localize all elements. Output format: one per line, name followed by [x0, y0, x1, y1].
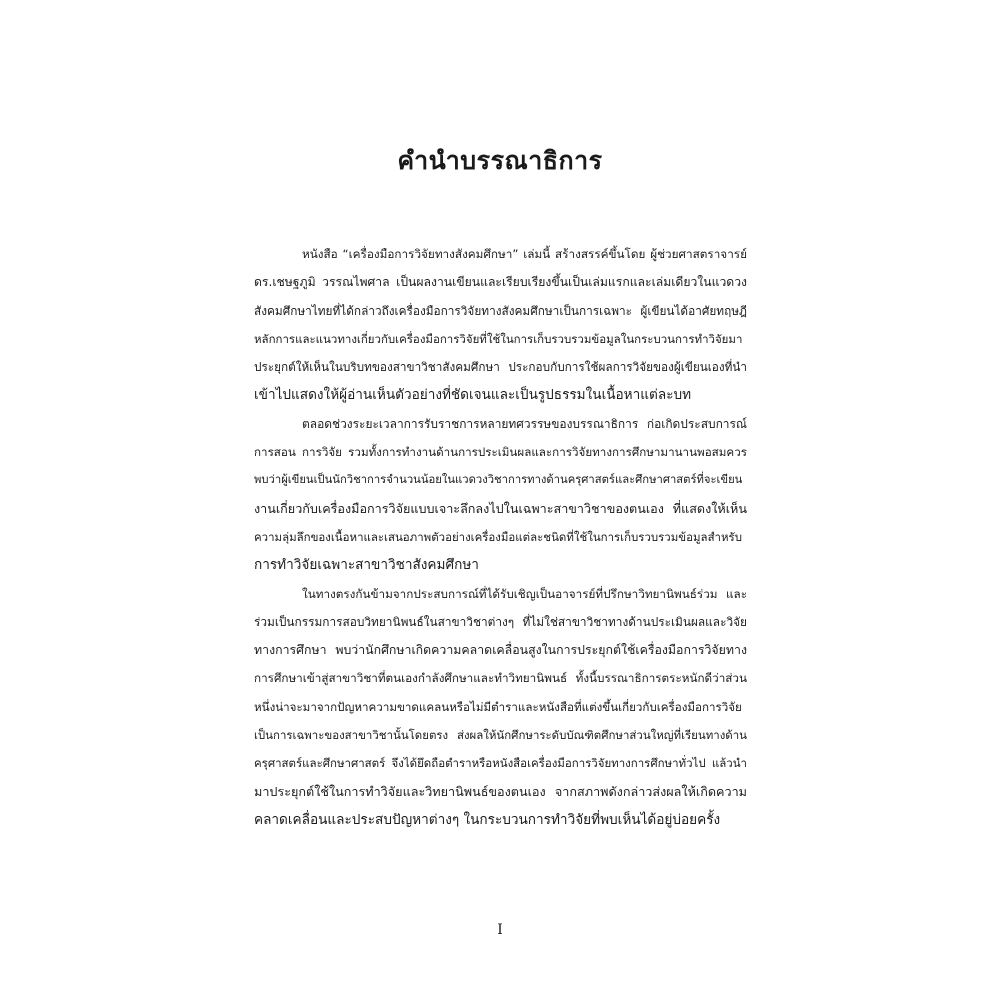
paragraph-3-line-2: ร่วมเป็นกรรมการสอบวิทยานิพนธ์ในสาขาวิชาต่างๆ ที่ไม่ใช่สาขาวิชาทางด้านประเมินผลและวิจัย [254, 614, 747, 629]
paragraph-3-line-4: การศึกษาเข้าสู่สาขาวิชาที่ตนเองกำลังศึกษาและทำวิทยานิพนธ์ ทั้งนี้บรรณาธิการตระหนักดีว่าส่วน [254, 671, 747, 686]
page-title: คำนำบรรณาธิการ [397, 146, 603, 175]
paragraph-3-line-9: คลาดเคลื่อนและประสบปัญหาต่างๆ ในกระบวนการทำวิจัยที่พบเห็นได้อยู่บ่อยครั้ง [254, 811, 721, 828]
paragraph-1-line-5: ประยุกต์ให้เห็นในบริบทของสาขาวิชาสังคมศึกษา ประกอบกับการใช้ผลการวิจัยของผู้เขียนเองที่นำ [254, 360, 747, 375]
paragraph-3-line-1: ในทางตรงกันข้ามจากประสบการณ์ที่ได้รับเชิญเป็นอาจารย์ที่ปรึกษาวิทยานิพนธ์ร่วม และ [302, 586, 747, 601]
paragraph-1-line-4: หลักการและแนวทางเกี่ยวกับเครื่องมือการวิจัยที่ใช้ในการเก็บรวบรวมข้อมูลในกระบวนการทำวิจัยมา [254, 331, 743, 346]
paragraph-3-line-8: มาประยุกต์ใช้ในการทำวิจัยและวิทยานิพนธ์ของตนเอง จากสภาพดังกล่าวส่งผลให้เกิดความ [254, 783, 747, 799]
paragraph-2-line-4: งานเกี่ยวกับเครื่องมือการวิจัยแบบเจาะลึกลงไปในเฉพาะสาขาวิชาของตนเอง ที่แสดงให้เห็น [254, 500, 747, 516]
paragraph-2-line-3: พบว่าผู้เขียนเป็นนักวิชาการจำนวนน้อยในแวดวงวิชาการทางด้านครุศาสตร์และศึกษาศาสตร์ที่จะเขียน [254, 473, 743, 487]
paragraph-1-line-2: ดร.เชษฐภูมิ วรรณไพศาล เป็นผลงานเขียนและเรียบเรียงขึ้นเป็นเล่มแรกและเล่มเดียวในแวดวง [254, 275, 747, 290]
paragraph-3-line-3: ทางการศึกษา พบว่านักศึกษาเกิดความคลาดเคลื่อนสูงในการประยุกต์ใช้เครื่องมือการวิจัยทาง [254, 643, 747, 658]
page-number: I [497, 922, 503, 938]
paragraph-2-line-5: ความลุ่มลึกของเนื้อหาและเสนอภาพตัวอย่างเครื่องมือแต่ละชนิดที่ใช้ในการเก็บรวบรวมข้อมูลสำหรับ [254, 529, 742, 544]
paragraph-1-line-6: เข้าไปแสดงให้ผู้อ่านเห็นตัวอย่างที่ชัดเจนและเป็นรูปธรรมในเนื้อหาแต่ละบท [254, 387, 692, 404]
paragraph-3-line-5: หนึ่งน่าจะมาจากปัญหาความขาดแคลนหรือไม่มีตำราและหนังสือที่แต่งขึ้นเกี่ยวกับเครื่องมือการวิจัย [254, 699, 742, 714]
paragraph-2-line-1: ตลอดช่วงระยะเวลาการรับราชการหลายทศวรรษของบรรณาธิการ ก่อเกิดประสบการณ์ [302, 416, 747, 431]
paragraph-3-line-6: เป็นการเฉพาะของสาขาวิชานั้นโดยตรง ส่งผลให้นักศึกษาระดับบัณฑิตศึกษาส่วนใหญ่ที่เรียนทางด้าน [254, 728, 747, 743]
paragraph-1-line-1: หนังสือ “เครื่องมือการวิจัยทางสังคมศึกษา” เล่มนี้ สร้างสรรค์ขึ้นโดย ผู้ช่วยศาสตราจารย์ [302, 247, 747, 261]
body-text [254, 240, 747, 834]
paragraph-1-line-3: สังคมศึกษาไทยที่ได้กล่าวถึงเครื่องมือการวิจัยทางสังคมศึกษาเป็นการเฉพาะ ผู้เขียนได้อาศัยทฤษฎี [254, 303, 747, 318]
paragraph-3-line-7: ครุศาสตร์และศึกษาศาสตร์ จึงได้ยึดถือตำราหรือหนังสือเครื่องมือการวิจัยทางการศึกษาทั่วไป แล้วนำ [254, 756, 747, 771]
paragraph-2-line-6: การทำวิจัยเฉพาะสาขาวิชาสังคมศึกษา [254, 557, 479, 574]
paragraph-2-line-2: การสอน การวิจัย รวมทั้งการทำงานด้านการประเมินผลและการวิจัยทางการศึกษามานานพอสมควร [254, 445, 747, 460]
